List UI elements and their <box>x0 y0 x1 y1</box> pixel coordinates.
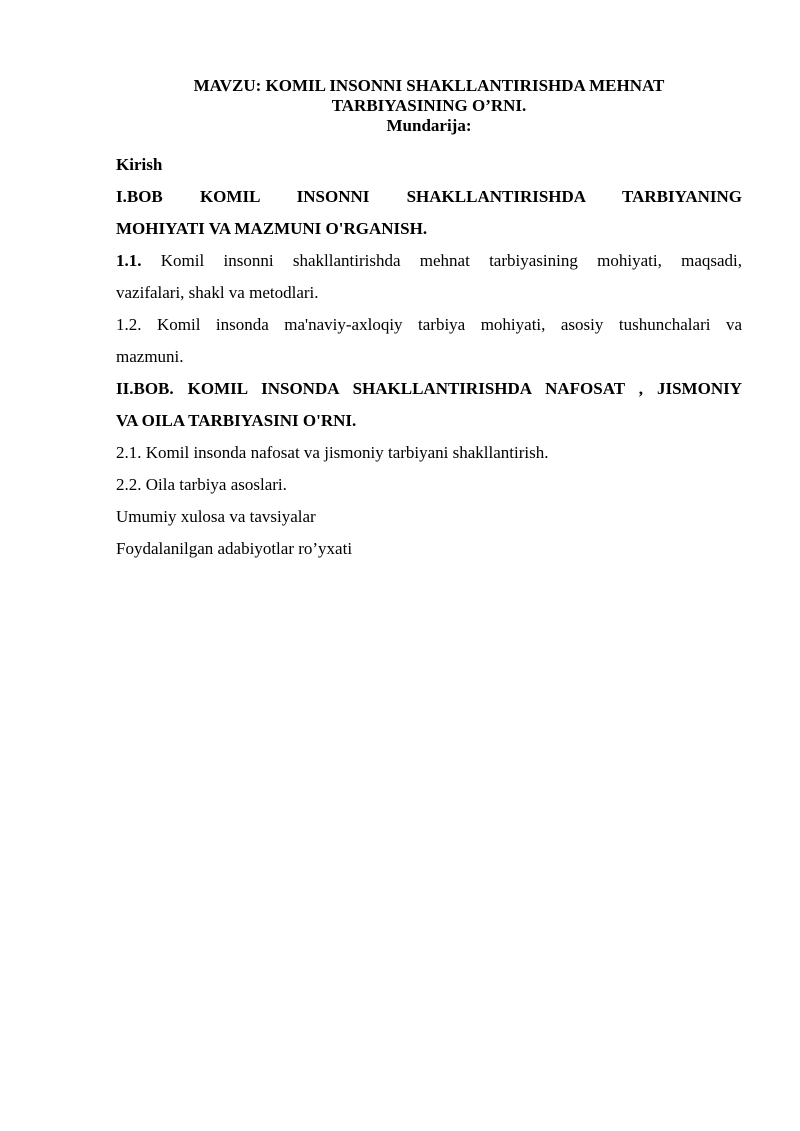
toc-entry-section-1-2-line1: 1.2. Komil insonda ma'naviy-axloqiy tarbiya mohiyati, asosiy tushunchalari va <box>116 315 742 334</box>
section-number: 1.1. <box>116 251 142 270</box>
toc-entry-chapter1-line1: I.BOB KOMIL INSONNI SHAKLLANTIRISHDA TARBIYANING <box>116 187 742 206</box>
toc-entry-section-2-2: 2.2. Oila tarbiya asoslari. <box>116 475 287 494</box>
toc-entry-section-2-1: 2.1. Komil insonda nafosat va jismoniy tarbiyani shakllantirish. <box>116 443 549 462</box>
table-of-contents <box>116 149 742 565</box>
document-title <box>116 76 742 136</box>
title-line-2: TARBIYASINING O’RNI. <box>331 96 527 115</box>
toc-entry-references: Foydalanilgan adabiyotlar ro’yxati <box>116 539 353 558</box>
toc-entry-chapter2-line2: VA OILA TARBIYASINI O'RNI. <box>116 411 357 430</box>
toc-entry-section-1-1-line1 <box>116 245 742 277</box>
toc-entry-section-1-2-line2: mazmuni. <box>116 347 184 366</box>
toc-entry-chapter2-line1: II.BOB. KOMIL INSONDA SHAKLLANTIRISHDA NAFOSAT , JISMONIY <box>116 379 742 398</box>
toc-entry-section-1-1-line2: vazifalari, shakl va metodlari. <box>116 283 319 302</box>
toc-entry-intro: Kirish <box>116 155 163 174</box>
section-title: Komil insonni shakllantirishda mehnat tarbiyasining mohiyati, maqsadi, <box>160 251 742 270</box>
toc-heading: Mundarija: <box>386 116 472 135</box>
toc-entry-conclusion: Umumiy xulosa va tavsiyalar <box>116 507 316 526</box>
document-page <box>116 76 742 565</box>
title-line-1: MAVZU: KOMIL INSONNI SHAKLLANTIRISHDA MEHNAT <box>193 76 665 95</box>
toc-entry-chapter1-line2: MOHIYATI VA MAZMUNI O'RGANISH. <box>116 219 428 238</box>
